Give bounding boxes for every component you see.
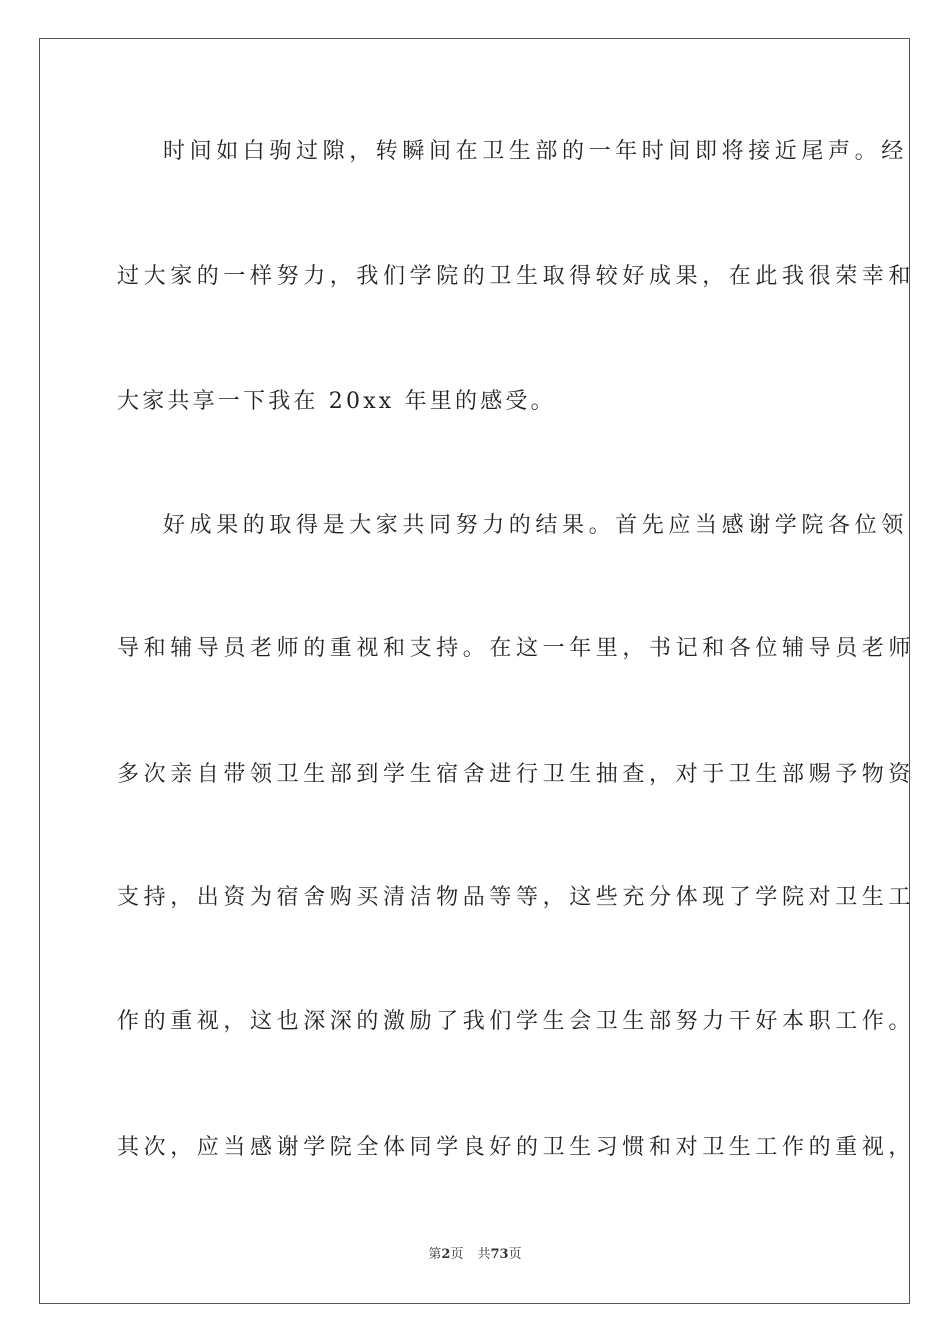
paragraph-2-line-1: 好成果的取得是大家共同努力的结果。首先应当感谢学院各位领 [163,513,908,538]
paragraph-1-line-1: 时间如白驹过隙，转瞬间在卫生部的一年时间即将接近尾声。经 [163,139,908,164]
paragraph-2-line-4: 支持，出资为宿舍购买清洁物品等等，这些充分体现了学院对卫生工 [117,885,916,910]
paragraph-2-line-6: 其次，应当感谢学院全体同学良好的卫生习惯和对卫生工作的重视， [117,1135,916,1160]
paragraph-1-line-2: 过大家的一样努力，我们学院的卫生取得较好成果，在此我很荣幸和 [117,264,916,289]
page-suffix: 页 [450,1247,464,1262]
total-prefix: 共 [477,1247,491,1262]
paragraph-1-line-3: 大家共享一下我在 20xx 年里的感受。 [117,389,556,414]
total-suffix: 页 [508,1247,522,1262]
paragraph-2-line-5: 作的重视，这也深深的激励了我们学生会卫生部努力干好本职工作。 [117,1009,916,1034]
total-pages: 73 [490,1247,509,1262]
paragraph-2-line-3: 多次亲自带领卫生部到学生宿舍进行卫生抽查，对于卫生部赐予物资 [117,762,916,787]
page-footer [0,1246,950,1264]
page-border [39,38,916,1304]
paragraph-2-line-2: 导和辅导员老师的重视和支持。在这一年里，书记和各位辅导员老师 [117,636,916,661]
page-prefix: 第 [428,1247,442,1262]
page-number: 2 [441,1247,451,1262]
